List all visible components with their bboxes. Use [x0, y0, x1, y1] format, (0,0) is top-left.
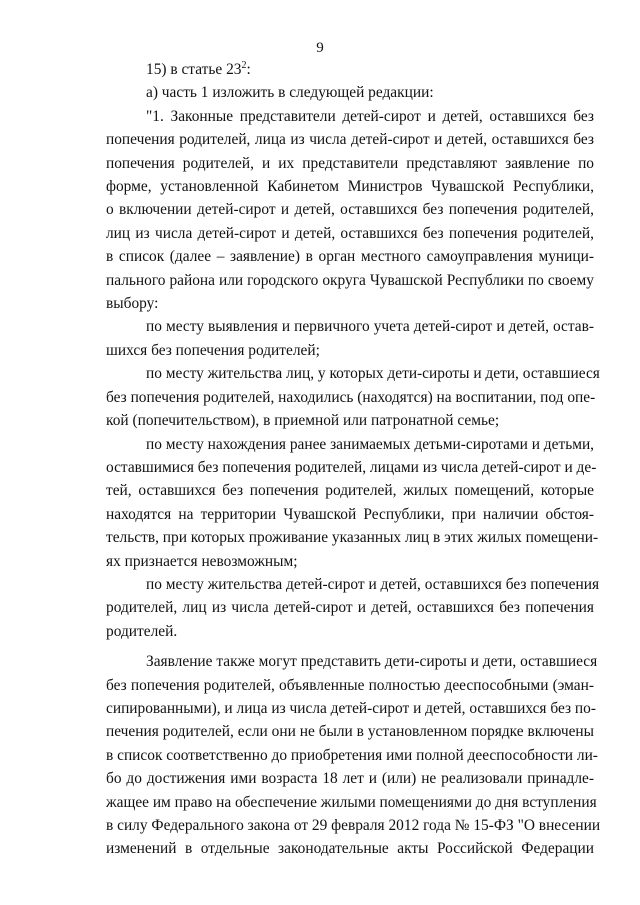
text-line: по месту нахождения ранее занимаемых детьми-сиротами и детьми, [146, 435, 595, 453]
text-line: бо до достижения ими возраста 18 лет и (или) не реализовали принадле- [106, 770, 594, 788]
article-heading [106, 58, 594, 81]
text-line: кой (попечительством), в приемной или патронатной семье; [106, 412, 500, 430]
paragraph-p4 [106, 433, 599, 573]
text-line: изменений в отдельные законодательные акты Российской Федерации [106, 840, 594, 858]
text-line: в силу Федерального закона от 29 февраля 2012 года № 15-ФЗ "О внесении [106, 817, 601, 834]
text-line: шихся без попечения родителей; [106, 341, 320, 359]
text-line: без попечения родителей, находились (находятся) на воспитании, под опе- [106, 388, 596, 406]
subitem-a: а) часть 1 изложить в следующей редакции: [146, 84, 434, 102]
text-line: ях признается невозможным; [106, 552, 298, 570]
article-heading-colon: : [246, 61, 251, 78]
text-line: находятся на территории Чувашской Республики, при наличии обстоя- [106, 505, 594, 523]
text-line: попечения родителей, лица из числа детей-сирот и детей, оставшихся без [106, 131, 594, 149]
text-line: по месту выявления и первичного учета детей-сирот и детей, остав- [146, 318, 594, 336]
paragraph-p6 [106, 650, 601, 861]
text-line: жащее им право на обеспечение жилыми помещениями до дня вступления [106, 793, 597, 811]
text-line: родителей. [106, 622, 178, 640]
paragraph-p1 [106, 105, 594, 316]
text-line: по месту жительства лиц, у которых дети-сироты и дети, оставшиеся [146, 365, 600, 383]
text-line: тельств, при которых проживание указанных лиц в этих жилых помещени- [106, 529, 599, 547]
paragraph-p3 [106, 362, 600, 432]
text-line: тей, оставшихся без попечения родителей, жилых помещений, которые [106, 482, 594, 500]
text-line: Заявление также могут представить дети-сироты и дети, оставшиеся [146, 653, 598, 671]
text-line: пального района или городского округа Чувашской Республики по своему [106, 271, 594, 289]
article-heading-text: 15) в статье 23 [146, 61, 242, 78]
text-line: родителей, лиц из числа детей-сирот и детей, оставшихся без попечения [106, 599, 594, 617]
text-line: печения родителей, если они не были в установленном порядке включены [106, 723, 594, 741]
paragraph-p5 [106, 573, 600, 643]
document-body [106, 58, 601, 861]
text-line: в список соответственно до приобретения ими полной дееспособности ли- [106, 746, 598, 764]
text-line: выбору: [106, 295, 159, 313]
text-line: в список (далее – заявление) в орган местного самоуправления муници- [106, 248, 594, 266]
text-line: без попечения родителей, объявленные полностью дееспособными (эман- [106, 676, 594, 694]
article-heading-superscript: 2 [241, 60, 247, 71]
paragraph-p2 [106, 315, 594, 362]
text-line: попечения родителей, и их представители представляют заявление по [106, 154, 594, 172]
text-line: лиц из числа детей-сирот и детей, оставшихся без попечения родителей, [106, 224, 594, 242]
text-line: сипированными), и лица из числа детей-сирот и детей, оставшихся без по- [106, 699, 596, 717]
paragraph-list [106, 105, 601, 861]
text-line: о включении детей-сирот и детей, оставшихся без попечения родителей, [106, 201, 594, 219]
page-number: 9 [316, 40, 324, 56]
text-line: "1. Законные представители детей-сирот и детей, оставшихся без [146, 107, 594, 125]
text-line: оставшимися без попечения родителей, лицами из числа детей-сирот и де- [106, 458, 597, 476]
text-line: форме, установленной Кабинетом Министров Чувашской Республики, [106, 178, 594, 196]
text-line: по месту жительства детей-сирот и детей, оставшихся без попечения [146, 575, 600, 593]
